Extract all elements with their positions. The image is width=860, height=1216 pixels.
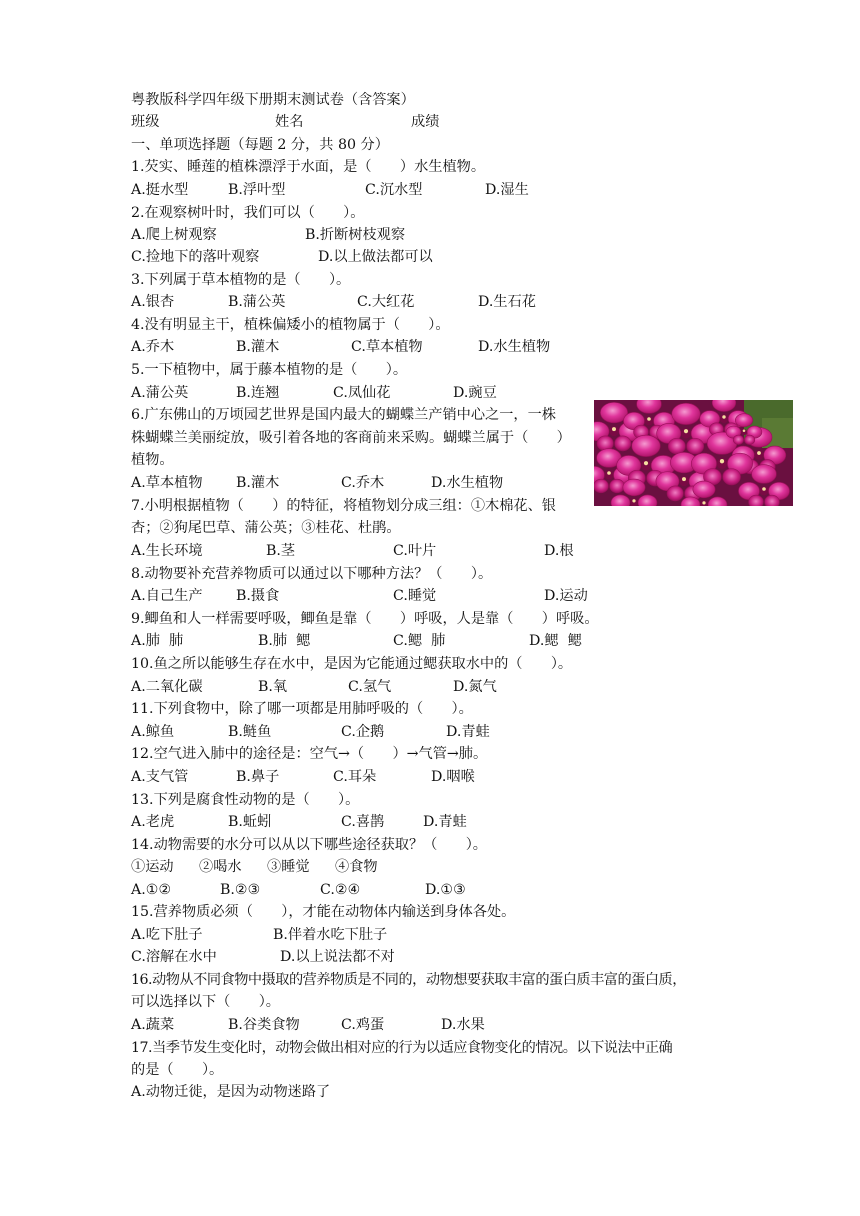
option-text: B.肺 鳃 — [258, 633, 311, 649]
question-line: 16.动物从不同食物中摄取的营养物质是不同的，动物想要获取丰富的蛋白质丰富的蛋白质， — [131, 972, 686, 988]
option-text: D.豌豆 — [453, 385, 497, 401]
option-text: C.大红花 — [357, 294, 415, 310]
question-line: 11.下列食物中，除了哪一项都是用肺呼吸的（ ）。 — [131, 701, 473, 717]
question-line: 植物。 — [131, 452, 174, 468]
option-text: ③睡觉 — [267, 859, 310, 875]
option-text: D.青蛙 — [446, 724, 490, 740]
option-text: A.蔬菜 — [131, 1017, 175, 1033]
option-text: A.支气管 — [131, 769, 189, 785]
option-text: C.②④ — [320, 882, 361, 898]
question-line: 可以选择以下（ ）。 — [131, 994, 280, 1010]
option-row — [0, 812, 860, 832]
option-text: B.浮叶型 — [228, 182, 286, 198]
option-text: B.折断树枝观察 — [305, 227, 406, 243]
question-line: 6.广东佛山的万顷园艺世界是国内最大的蝴蝶兰产销中心之一，一株 — [131, 407, 556, 423]
option-text: D.以上做法都可以 — [318, 249, 433, 265]
option-row — [0, 541, 860, 561]
question-line: 4.没有明显主干，植株偏矮小的植物属于（ ）。 — [131, 317, 450, 333]
option-text: D.湿生 — [485, 182, 529, 198]
option-text: B.鲢鱼 — [228, 724, 272, 740]
question-line: 3.下列属于草本植物的是（ ）。 — [131, 272, 351, 288]
option-text: A.乔木 — [131, 339, 175, 355]
option-row — [0, 857, 860, 877]
option-row — [0, 586, 860, 606]
option-text: A.草本植物 — [131, 475, 203, 491]
option-text: C.企鹅 — [341, 724, 385, 740]
question-line: 15.营养物质必须（ ），才能在动物体内输送到身体各处。 — [131, 904, 516, 920]
option-text: C.溶解在水中 — [131, 949, 217, 965]
option-text: C.草本植物 — [351, 339, 423, 355]
option-text: B.②③ — [220, 882, 261, 898]
option-row — [0, 337, 860, 357]
option-row — [0, 880, 860, 900]
option-text: C.鸡蛋 — [341, 1017, 385, 1033]
option-text: A.鲸鱼 — [131, 724, 175, 740]
question-line: 1.芡实、睡莲的植株漂浮于水面，是（ ）水生植物。 — [131, 159, 486, 175]
option-text: C.鳃 肺 — [393, 633, 446, 649]
option-row — [0, 925, 860, 945]
option-text: D.咽喉 — [431, 769, 475, 785]
option-text: D.水生植物 — [478, 339, 551, 355]
option-text: C.沉水型 — [365, 182, 423, 198]
option-text: A.挺水型 — [131, 182, 189, 198]
option-text: B.灌木 — [236, 339, 280, 355]
option-row — [0, 947, 860, 967]
option-text: B.连翘 — [236, 385, 280, 401]
question-line: 10.鱼之所以能够生存在水中，是因为它能通过鳃获取水中的（ ）。 — [131, 656, 573, 672]
option-text: D.生石花 — [478, 294, 536, 310]
option-text: C.乔木 — [341, 475, 385, 491]
option-text: B.灌木 — [236, 475, 280, 491]
option-text: B.谷类食物 — [228, 1017, 300, 1033]
option-text: D.青蛙 — [423, 814, 467, 830]
option-row — [0, 677, 860, 697]
question-line: 5.一下植物中，属于藤本植物的是（ ）。 — [131, 362, 408, 378]
option-text: D.①③ — [425, 882, 466, 898]
option-row — [0, 292, 860, 312]
option-text: ②喝水 — [199, 859, 242, 875]
option-text: C.捡地下的落叶观察 — [131, 249, 260, 265]
header-field: 姓名 — [275, 114, 304, 130]
question-line: 9.鲫鱼和人一样需要呼吸，鲫鱼是靠（ ）呼吸，人是靠（ ）呼吸。 — [131, 611, 599, 627]
question-line: 12.空气进入肺中的途径是：空气→（ ）→气管→肺。 — [131, 746, 488, 762]
question-line: 的是（ ）。 — [131, 1062, 224, 1078]
option-text: ①运动 — [131, 859, 174, 875]
question-line: 杏；②狗尾巴草、蒲公英；③桂花、杜鹃。 — [131, 520, 401, 536]
option-text: A.生长环境 — [131, 543, 203, 559]
option-text: B.蚯蚓 — [228, 814, 272, 830]
option-text: D.鳃 鳃 — [529, 633, 582, 649]
option-text: B.鼻子 — [236, 769, 280, 785]
option-text: D.氮气 — [453, 679, 497, 695]
option-text: A.老虎 — [131, 814, 175, 830]
option-text: B.蒲公英 — [228, 294, 286, 310]
option-text: A.①② — [131, 882, 172, 898]
option-text: D.水生植物 — [431, 475, 504, 491]
question-line: 8.动物要补充营养物质可以通过以下哪种方法？（ ）。 — [131, 566, 493, 582]
option-row — [0, 180, 860, 200]
option-row — [0, 225, 860, 245]
question-line: 7.小明根据植物（ ）的特征，将植物划分成三组：①木棉花、银 — [131, 498, 556, 514]
orchid-photo — [594, 400, 793, 506]
option-row — [0, 1015, 860, 1035]
option-text: B.摄食 — [236, 588, 280, 604]
question-line: 17.当季节发生变化时，动物会做出相对应的行为以适应食物变化的情况。以下说法中正确 — [131, 1040, 673, 1056]
option-text: A.银杏 — [131, 294, 175, 310]
option-text: B.伴着水吃下肚子 — [273, 927, 388, 943]
option-text: B.茎 — [266, 543, 296, 559]
option-text: D.以上说法都不对 — [280, 949, 395, 965]
doc-title: 粤教版科学四年级下册期末测试卷（含答案） — [131, 92, 415, 108]
option-text: A.吃下肚子 — [131, 927, 203, 943]
option-row — [0, 247, 860, 267]
option-text: D.根 — [544, 543, 574, 559]
header-field: 班级 — [131, 114, 160, 130]
option-text: B.氧 — [258, 679, 288, 695]
option-text: C.氢气 — [348, 679, 392, 695]
question-line: 14.动物需要的水分可以从以下哪些途径获取？（ ）。 — [131, 837, 487, 853]
option-text: A.爬上树观察 — [131, 227, 217, 243]
option-text: D.水果 — [441, 1017, 485, 1033]
option-text: ④食物 — [335, 859, 378, 875]
option-row — [0, 722, 860, 742]
option-text: A.自己生产 — [131, 588, 203, 604]
option-text: C.叶片 — [393, 543, 437, 559]
section-title: 一、单项选择题（每题 2 分，共 80 分） — [131, 137, 389, 153]
option-text: A.二氧化碳 — [131, 679, 203, 695]
option-text: A.肺 肺 — [131, 633, 184, 649]
option-text: C.睡觉 — [393, 588, 437, 604]
question-line: 2.在观察树叶时，我们可以（ ）。 — [131, 205, 365, 221]
option-text: C.耳朵 — [333, 769, 377, 785]
question-line: A.动物迁徙，是因为动物迷路了 — [131, 1084, 331, 1100]
question-line: 13.下列是腐食性动物的是（ ）。 — [131, 792, 360, 808]
header-field: 成绩 — [411, 114, 440, 130]
option-row — [0, 631, 860, 651]
option-row — [0, 767, 860, 787]
option-text: C.凤仙花 — [333, 385, 391, 401]
option-text: A.蒲公英 — [131, 385, 189, 401]
question-line: 株蝴蝶兰美丽绽放，吸引着各地的客商前来采购。蝴蝶兰属于（ ） — [131, 430, 571, 446]
option-text: D.运动 — [544, 588, 588, 604]
option-text: C.喜鹊 — [341, 814, 385, 830]
